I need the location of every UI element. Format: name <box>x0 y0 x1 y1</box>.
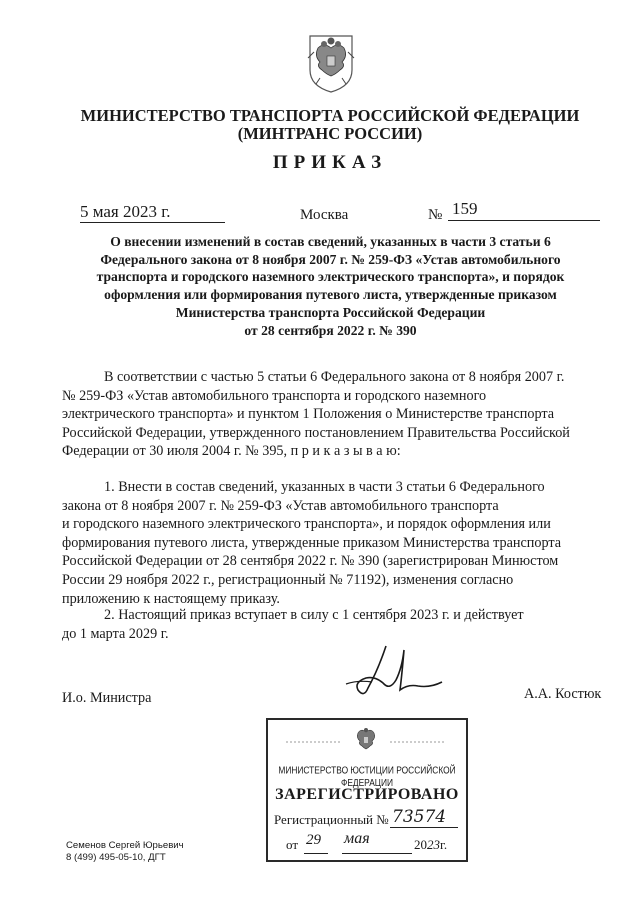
subject-line: транспорта и городского наземного электрического транспорта», и порядок <box>96 269 565 285</box>
stamp-decoration-icon <box>390 738 445 746</box>
stamp-year-end: г. <box>440 837 448 852</box>
month-underline <box>342 853 412 854</box>
text-line: В соответствии с частью 5 статьи 6 Федерального закона от 8 ноября 2007 г. <box>104 369 565 385</box>
text-line: России 29 ноября 2022 г., регистрационный № 71192), изменения согласно <box>62 571 514 588</box>
text-line: 1. Внести в состав сведений, указанных в части 3 статьи 6 Федерального <box>104 479 545 495</box>
order-subject <box>68 233 593 339</box>
text-line: формирования путевого листа, утвержденные приказом Министерства транспорта <box>62 534 562 551</box>
signer-position: И.о. Министра <box>62 690 152 706</box>
stamp-regno-label: Регистрационный № <box>274 812 389 827</box>
stamp-title: ЗАРЕГИСТРИРОВАНО <box>275 786 459 803</box>
subject-line: оформления или формирования путевого листа, утвержденные приказом <box>104 287 557 303</box>
stamp-from-label: от <box>286 837 299 852</box>
text-line: Федерации от 30 июля 2004 г. № 395, п р и к а з ы в а ю: <box>62 443 401 460</box>
text-line: электрического транспорта» и пунктом 1 Положения о Министерстве транспорта <box>62 406 555 423</box>
stamp-year <box>414 837 447 853</box>
ministry-short-name: (МИНТРАНС РОССИИ) <box>237 124 423 143</box>
date-underline <box>80 222 225 223</box>
text-line: 2. Настоящий приказ вступает в силу с 1 сентября 2023 г. и действует <box>104 607 524 623</box>
number-underline <box>448 220 600 221</box>
ministry-name: МИНИСТЕРСТВО ТРАНСПОРТА РОССИЙСКОЙ ФЕДЕРАЦИИ <box>80 106 580 125</box>
text-line: № 259-ФЗ «Устав автомобильного транспорта и городского наземного <box>62 387 487 404</box>
order-number-label: № <box>428 207 443 223</box>
item-2-paragraph <box>62 606 610 643</box>
stamp-day: 29 <box>306 832 321 848</box>
subject-line: Федерального закона от 8 ноября 2007 г. № 259-ФЗ «Устав автомобильного <box>100 251 561 267</box>
order-number: 159 <box>452 199 478 218</box>
signer-name: А.А. Костюк <box>524 686 602 702</box>
coat-of-arms-emblem-icon <box>304 32 358 94</box>
stamp-regno-value: 73574 <box>392 807 447 827</box>
item-1-paragraph <box>62 478 610 608</box>
subject-line: О внесении изменений в состав сведений, указанных в части 3 статьи 6 <box>110 234 551 249</box>
text-line: Российской Федерации, утвержденного постановлением Правительства Российской <box>62 424 570 441</box>
order-date: 5 мая 2023 г. <box>80 202 171 221</box>
text-line: Российской Федерации от 28 сентября 2022 г. № 390 (зарегистрирован Минюстом <box>62 553 559 570</box>
contact-phone: 8 (499) 495-05-10, ДГТ <box>66 852 166 863</box>
stamp-decoration-icon <box>286 738 341 746</box>
stamp-year-handwritten: 23 <box>427 837 440 852</box>
stamp-month: мая <box>344 830 370 847</box>
stamp-emblem-icon <box>353 726 379 756</box>
contact-name: Семенов Сергей Юрьевич <box>66 840 184 851</box>
stamp-year-prefix: 20 <box>414 837 427 852</box>
text-line: закона от 8 ноября 2007 г. № 259-ФЗ «Устав автомобильного транспорта <box>62 497 499 514</box>
preamble-paragraph <box>62 368 610 461</box>
regno-underline <box>390 827 458 828</box>
subject-line: от 28 сентября 2022 г. № 390 <box>244 322 417 338</box>
subject-line: Министерства транспорта Российской Федерации <box>175 304 486 320</box>
handwritten-signature <box>338 640 448 710</box>
order-title: ПРИКАЗ <box>272 152 388 173</box>
text-line: до 1 марта 2029 г. <box>62 625 169 642</box>
text-line: и городского наземного электрического транспорта», и порядок оформления или <box>62 516 551 533</box>
text-line: приложению к настоящему приказу. <box>62 590 280 607</box>
day-underline <box>304 853 328 854</box>
order-city: Москва <box>300 207 349 223</box>
stamp-organization: МИНИСТЕРСТВО ЮСТИЦИИ РОССИЙСКОЙ ФЕДЕРАЦИИ <box>278 763 456 789</box>
registration-stamp <box>266 718 468 862</box>
